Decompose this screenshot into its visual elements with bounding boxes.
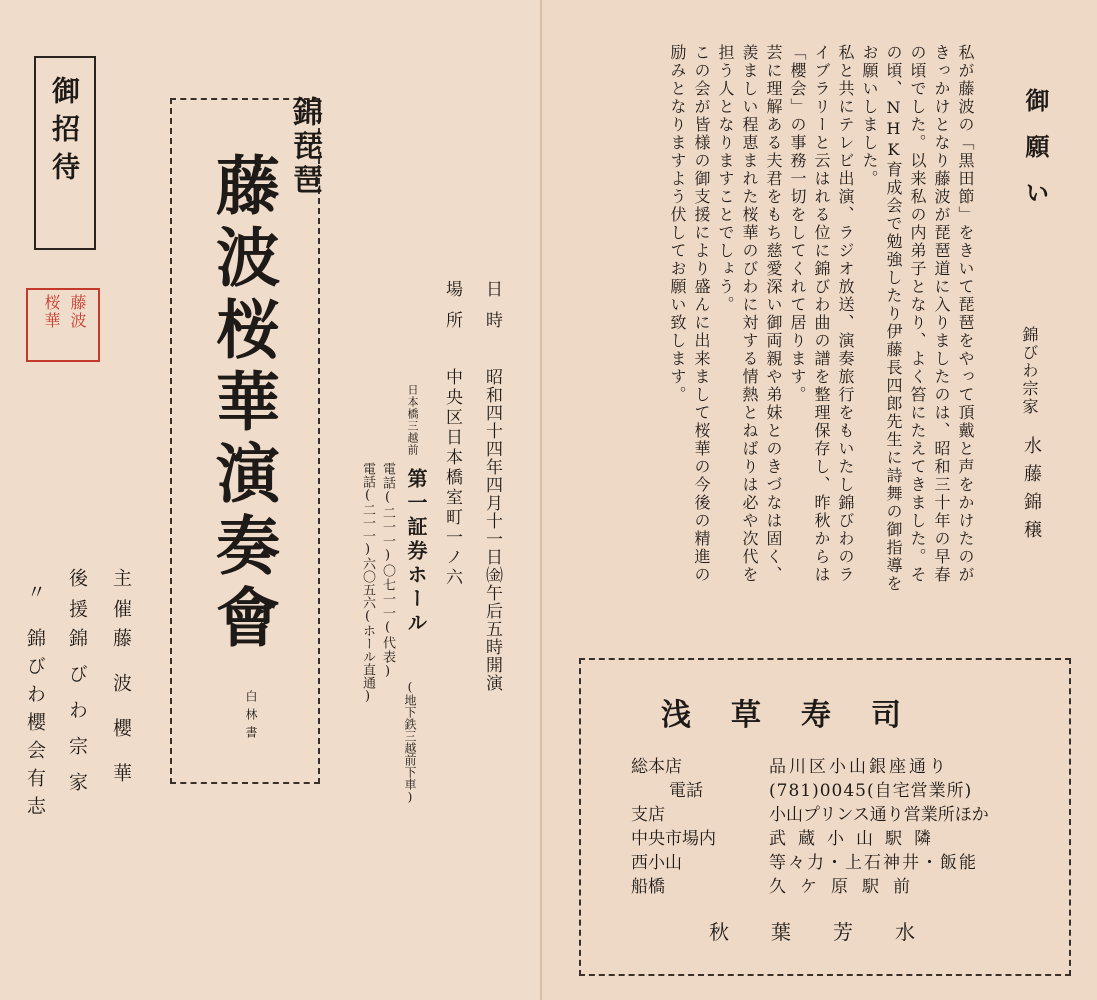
request-line-5: お願いしました。 [860,44,879,188]
datetime-value: 昭和四十四年四月十一日㈮午后五時開演 [482,368,502,692]
venue-address: 中央区日本橋室町一ノ六 [442,368,462,588]
ad-row-6-label: 船橋 [631,877,665,897]
invitation-label: 御招待 [48,76,81,190]
author-name: 水藤錦穣 [1021,436,1042,548]
request-line-10: 羨ましい程恵まれた桜華のびわに対する情熱とねばりは必や次代を [740,44,759,584]
phone-hall: 電話(二一一)六〇五六(ホール直通) [360,462,375,704]
request-line-6: 私と共にテレビ出演、ラジオ放送、演奏旅行をもいたし錦びわのラ [836,44,855,584]
request-line-3: の頃でした。以来私の内弟子となり、よく笞にたえてきました。そ [908,44,927,584]
ad-row-3-label: 支店 [631,805,665,825]
ad-row-5-value: 等々力・上石神井・飯能 [769,853,978,873]
invitation-label-box [34,56,96,250]
seal-text-1: 藤波 [68,294,87,330]
calligrapher-credit: 白林書 [244,690,258,744]
venue-access: (地下鉄三越前下車) [403,680,417,804]
venue-station: 日本橋三越前 [406,384,419,456]
phone-main: 電話(二一一)〇七一一(代表) [380,462,395,680]
ad-row-2-label: 電話 [669,781,703,801]
sushi-advertisement [579,658,1071,976]
supporter-label: 後援 [66,568,88,630]
ad-row-6-value: 久ケ原駅前 [769,877,924,897]
ad-row-5-label: 西小山 [631,853,682,873]
organizer-label: 主催 [110,568,132,630]
title-small: 錦琵琶 [287,96,322,198]
request-line-2: きっかけとなり藤波が琵琶道に入りましたのは、昭和三十年の早春 [932,44,951,584]
ad-row-4-value: 武蔵小山駅隣 [769,829,943,849]
author-title: 錦びわ宗家 [1020,326,1039,416]
request-line-1: 私が藤波の「黒田節」をきいて琵琶をやって頂戴と声をかけたのが [956,44,975,584]
ditto-mark: 〃 [24,582,46,608]
supporter-1: 錦びわ宗家 [66,628,88,808]
ad-row-1-label: 総本店 [631,757,682,777]
seal-text-2: 桜華 [42,294,61,330]
request-line-13: 励みとなりますよう伏してお願い致します。 [668,44,687,404]
supporter-2: 錦びわ櫻会有志 [24,628,46,824]
venue-name: 第一証券ホール [404,468,428,636]
ad-row-3-value: 小山プリンス通り営業所ほか [769,805,989,825]
request-title: 御願い [1021,88,1050,226]
ad-row-2-value: (781)0045(自宅営業所) [769,781,973,801]
request-line-9: 芸に理解ある夫君をもち慈愛深い御両親や弟妹とのきづなは固く、 [764,44,783,584]
venue-label: 場所 [442,280,462,342]
concert-title: 藤波桜華演奏會 [205,152,280,656]
shop-name: 浅草寿司 [661,698,941,733]
ad-row-4-label: 中央市場内 [631,829,716,849]
organizer-name: 藤波櫻華 [110,628,132,808]
datetime-label: 日時 [482,280,502,342]
red-seal-stamp [26,288,100,362]
shop-owner: 秋葉芳水 [709,920,957,944]
request-line-12: この会が皆様の御支援により盛んに出来まして桜華の今後の精進の [692,44,711,584]
request-line-7: イブラリーと云はれる位に錦びわ曲の譜を整理保存し、昨秋からは [812,44,831,584]
invitation-left-panel [0,0,540,1000]
request-line-8: 「櫻会」の事務一切をしてくれて居ります。 [788,44,807,404]
request-line-4: の頃、NHK育成会で勉強したり伊藤長四郎先生に詩舞の御指導を [884,44,903,593]
ad-row-1-value: 品川区小山銀座通り [769,757,949,777]
request-line-11: 担う人となりますことでしょう。 [716,44,735,314]
